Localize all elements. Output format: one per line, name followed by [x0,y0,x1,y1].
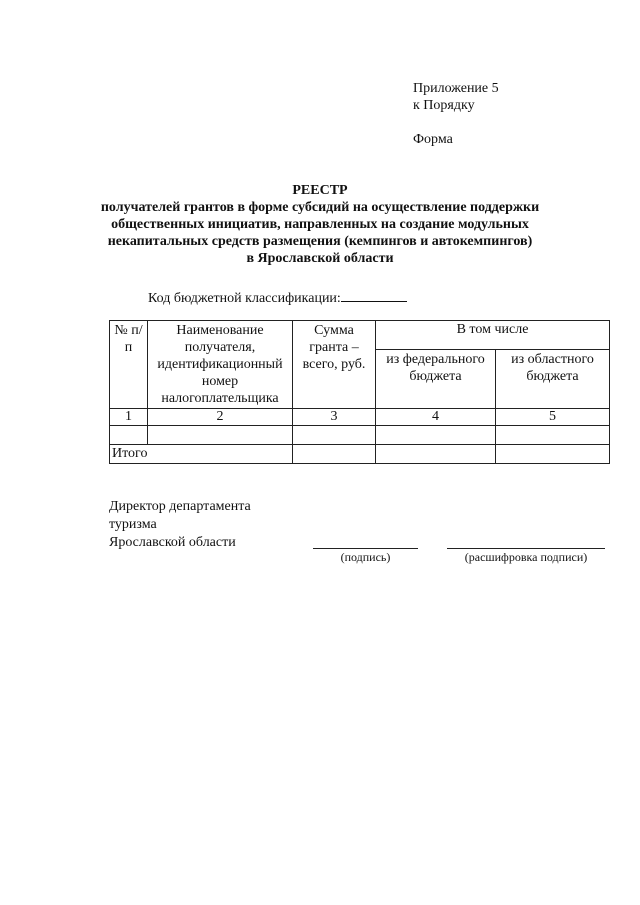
header-name: Наименование получателя, идентификационный номер налогоплательщика [148,321,293,409]
table-row [110,426,610,445]
table-cell [376,426,496,445]
column-number: 3 [293,409,376,426]
appendix-line-1: Приложение 5 [413,81,499,96]
title-line-5: в Ярославской области [246,251,394,266]
title-line-2: получателей грантов в форме субсидий на осуществление поддержки [100,200,540,215]
signatory-line-1: Директор департамента [109,499,251,514]
header-sum: Сумма гранта – всего, руб. [293,321,376,409]
column-number-row [110,409,610,426]
total-cell [293,445,376,464]
title-line-4: некапитальных средств размещения (кемпингов и автокемпингов) [107,234,533,249]
header-including: В том числе [376,321,610,350]
budget-code-blank [341,287,407,302]
signature-line [313,548,418,549]
title-line-1: РЕЕСТР [292,183,348,198]
total-label: Итого [110,445,293,464]
signatory-line-2: туризма [109,517,157,532]
total-cell [376,445,496,464]
signature-caption: (подпись) [340,550,391,564]
signatory-line-3: Ярославской области [109,535,236,550]
form-label: Форма [413,132,453,147]
table-cell [293,426,376,445]
table-cell [496,426,610,445]
registry-table [109,320,610,464]
header-regional: из областного бюджета [496,349,610,408]
total-cell [496,445,610,464]
signature-decode-line [447,548,605,549]
title-line-3: общественных инициатив, направленных на создание модульных [111,217,529,232]
header-num: № п/п [110,321,148,409]
table-cell [110,426,148,445]
table-cell [148,426,293,445]
column-number: 5 [496,409,610,426]
budget-code-label: Код бюджетной классификации: [148,291,341,306]
header-federal: из федерального бюджета [376,349,496,408]
appendix-note [413,80,499,114]
column-number: 1 [110,409,148,426]
signatory-block [109,498,251,552]
total-row [110,445,610,464]
signature-decode-caption: (расшифровка подписи) [464,550,588,564]
document-title [100,182,540,267]
appendix-line-2: к Порядку [413,98,475,113]
column-number: 2 [148,409,293,426]
header-row-1 [110,321,610,350]
column-number: 4 [376,409,496,426]
budget-code [148,287,407,307]
